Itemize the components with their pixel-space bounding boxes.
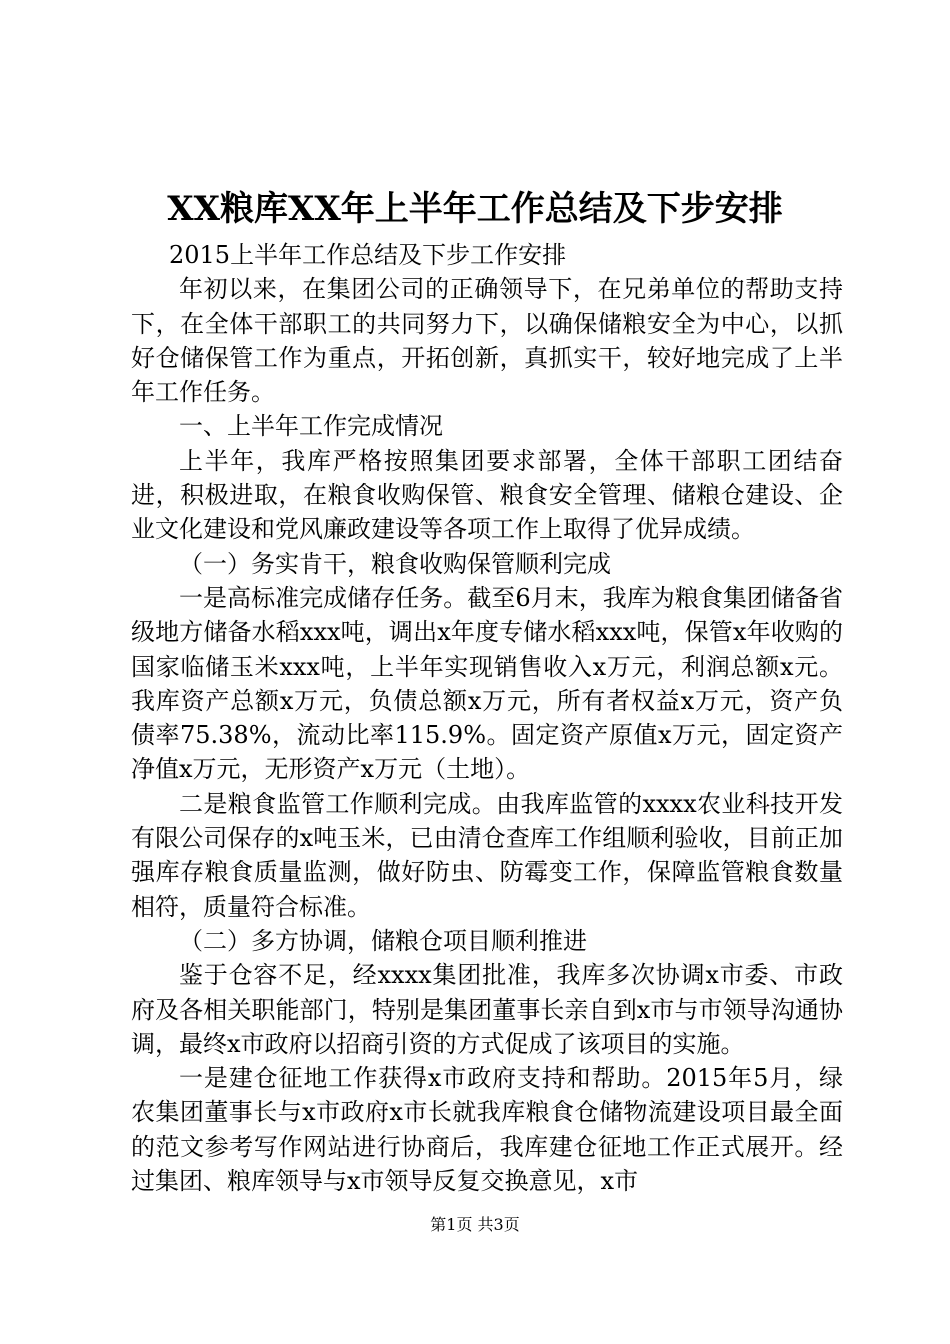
paragraph-intro: 年初以来，在集团公司的正确领导下，在兄弟单位的帮助支持下，在全体干部职工的共同努力下，以确保储粮安全为中心，以抓好仓储保管工作为重点，开拓创新，真抓实干，较好地完成了上半年工作任务。 — [131, 275, 843, 407]
subsection-heading-2: （二）多方协调，储粮仓项目顺利推进 — [179, 926, 587, 955]
section-heading-1: 一、上半年工作完成情况 — [179, 412, 443, 441]
paragraph-storage-task: 一是高标准完成储存任务。截至6月末，我库为粮食集团储备省级地方储备水稻xxx吨，调出x年度专储水稻xxx吨，保管x年收购的国家临储玉米xxx吨，上半年实现销售收入x万元，利润总额x元。我库资产总额x万元，负债总额x万元，所有者权益x万元，资产负债率75.38%，流动比率115.9%。固定资产原值x万元，固定资产净值x万元，无形资产x万元（土地）。 — [131, 583, 843, 784]
document-title: XX粮库XX年上半年工作总结及下步安排 — [167, 189, 783, 229]
document-body — [131, 238, 843, 1198]
paragraph-land-acquisition: 一是建仓征地工作获得x市政府支持和帮助。2015年5月，绿农集团董事长与x市政府x市长就我库粮食仓储物流建设项目最全面的范文参考写作网站进行协商后，我库建仓征地工作正式展开。经过集团、粮库领导与x市领导反复交换意见，x市 — [131, 1064, 843, 1196]
paragraph-supervision: 二是粮食监管工作顺利完成。由我库监管的xxxx农业科技开发有限公司保存的x吨玉米，已由清仓查库工作组顺利验收，目前正加强库存粮食质量监测，做好防虫、防霉变工作，保障监管粮食数量相符，质量符合标准。 — [131, 789, 843, 921]
document-subtitle: 2015上半年工作总结及下步工作安排 — [169, 241, 567, 269]
paragraph-coordination: 鉴于仓容不足，经xxxx集团批准，我库多次协调x市委、市政府及各相关职能部门，特别是集团董事长亲自到x市与市领导沟通协调，最终x市政府以招商引资的方式促成了该项目的实施。 — [131, 961, 843, 1058]
paragraph-overview: 上半年，我库严格按照集团要求部署，全体干部职工团结奋进，积极进取，在粮食收购保管、粮食安全管理、储粮仓建设、企业文化建设和党风廉政建设等各项工作上取得了优异成绩。 — [131, 446, 843, 544]
page-footer: 第1页 共3页 — [430, 1215, 520, 1234]
subsection-heading-1: （一）务实肯干，粮食收购保管顺利完成 — [179, 549, 611, 578]
